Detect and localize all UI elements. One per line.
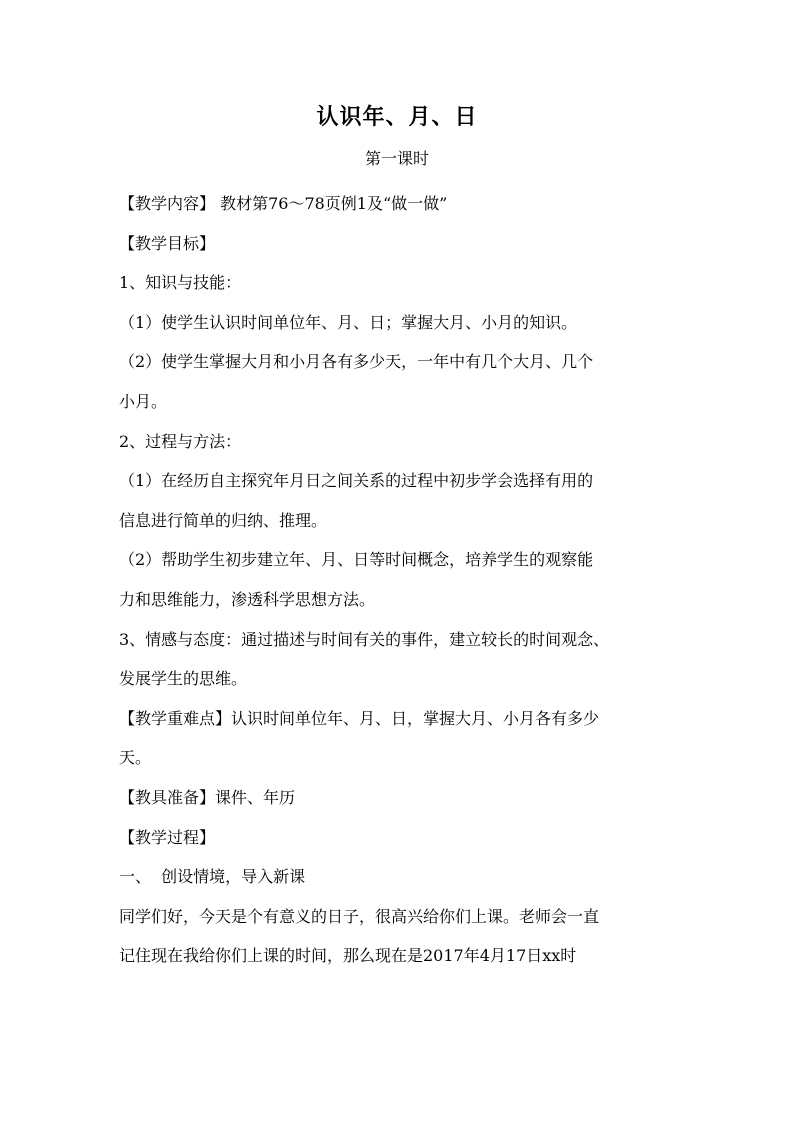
paragraph-key-difficulties-cont: 天。	[119, 748, 152, 768]
paragraph-goal-1-2: （2）使学生掌握大月和小月各有多少天，一年中有几个大月、几个	[119, 352, 594, 372]
paragraph-teaching-goals-heading: 【教学目标】	[119, 233, 216, 253]
paragraph-teaching-process: 【教学过程】	[119, 827, 216, 847]
page-title: 认识年、月、日	[316, 104, 478, 130]
paragraph-goal-2-2: （2）帮助学生初步建立年、月、日等时间概念，培养学生的观察能	[119, 550, 594, 570]
paragraph-goal-2-2-cont: 力和思维能力，渗透科学思想方法。	[119, 589, 376, 609]
paragraph-goal-2-1-cont: 信息进行简单的归纳、推理。	[119, 510, 328, 530]
paragraph-knowledge-skills: 1、知识与技能：	[119, 273, 242, 293]
paragraph-goal-1-2-cont: 小月。	[119, 391, 168, 411]
page-subtitle: 第一课时	[364, 149, 429, 168]
paragraph-process-methods: 2、过程与方法：	[119, 431, 242, 451]
paragraph-goal-1-1: （1）使学生认识时间单位年、月、日；掌握大月、小月的知识。	[119, 312, 578, 332]
paragraph-emotion-attitude-cont: 发展学生的思维。	[119, 669, 248, 689]
paragraph-intro-1: 同学们好，今天是个有意义的日子，很高兴给你们上课。老师会一直	[119, 906, 600, 926]
paragraph-teaching-aids: 【教具准备】课件、年历	[119, 787, 296, 807]
paragraph-key-difficulties: 【教学重难点】认识时间单位年、月、日，掌握大月、小月各有多少	[119, 708, 600, 728]
document-body	[119, 184, 679, 976]
paragraph-emotion-attitude: 3、情感与态度：通过描述与时间有关的事件，建立较长的时间观念、	[119, 629, 610, 649]
paragraph-section-one: 一、 创设情境，导入新课	[119, 867, 306, 887]
paragraph-intro-2: 记住现在我给你们上课的时间，那么现在是2017年4月17日xx时	[119, 946, 577, 966]
paragraph-teaching-content: 【教学内容】 教材第76～78页例1及“做一做”	[119, 194, 448, 213]
paragraph-goal-2-1: （1）在经历自主探究年月日之间关系的过程中初步学会选择有用的	[119, 471, 594, 491]
